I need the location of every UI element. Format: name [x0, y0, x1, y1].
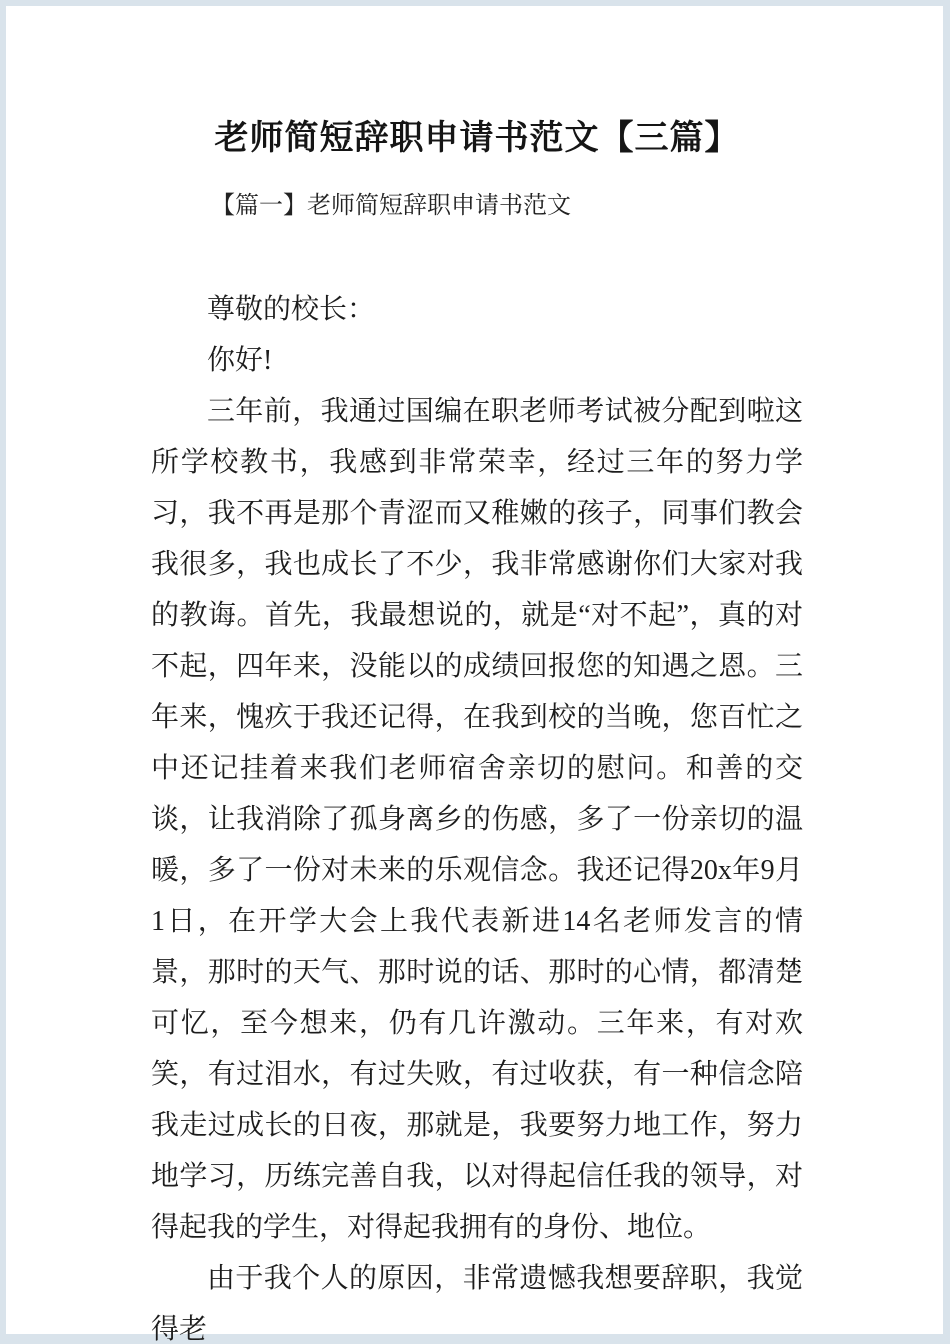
- section-heading: 【篇一】老师简短辞职申请书范文: [211, 193, 571, 219]
- paragraph-body-continued: 由于我个人的原因，非常遗憾我想要辞职，我觉得老: [151, 1263, 803, 1344]
- paragraph-greeting: 你好!: [207, 345, 273, 376]
- document-title: 老师简短辞职申请书范文【三篇】: [214, 119, 740, 157]
- paragraph-body: 三年前，我通过国编在职老师考试被分配到啦这所学校教书，我感到非常荣幸，经过三年的努力学习，我不再是那个青涩而又稚嫩的孩子，同事们教会我很多，我也成长了不少，我非常感谢你们大家对我的教诲。首先，我最想说的，就是“对不起”，真的对不起，四年来，没能以的成绩回报您的知遇之恩。三年来，愧疚于我还记得，在我到校的当晚，您百忙之中还记挂着来我们老师宿舍亲切的慰问。和善的交谈，让我消除了孤身离乡的伤感，多了一份亲切的温暖，多了一份对未来的乐观信念。我还记得20x年9月1日，在开学大会上我代表新进14名老师发言的情景，那时的天气、那时说的话、那时的心情，都清楚可忆，至今想来，仍有几许激动。三年来，有对欢笑，有过泪水，有过失败，有过收获，有一种信念陪我走过成长的日夜，那就是，我要努力地工作，努力地学习，历练完善自我，以对得起信任我的领导，对得起我的学生，对得起我拥有的身份、地位。: [151, 396, 803, 1243]
- paragraph-salutation: 尊敬的校长：: [207, 294, 376, 325]
- document-page: [6, 6, 943, 1344]
